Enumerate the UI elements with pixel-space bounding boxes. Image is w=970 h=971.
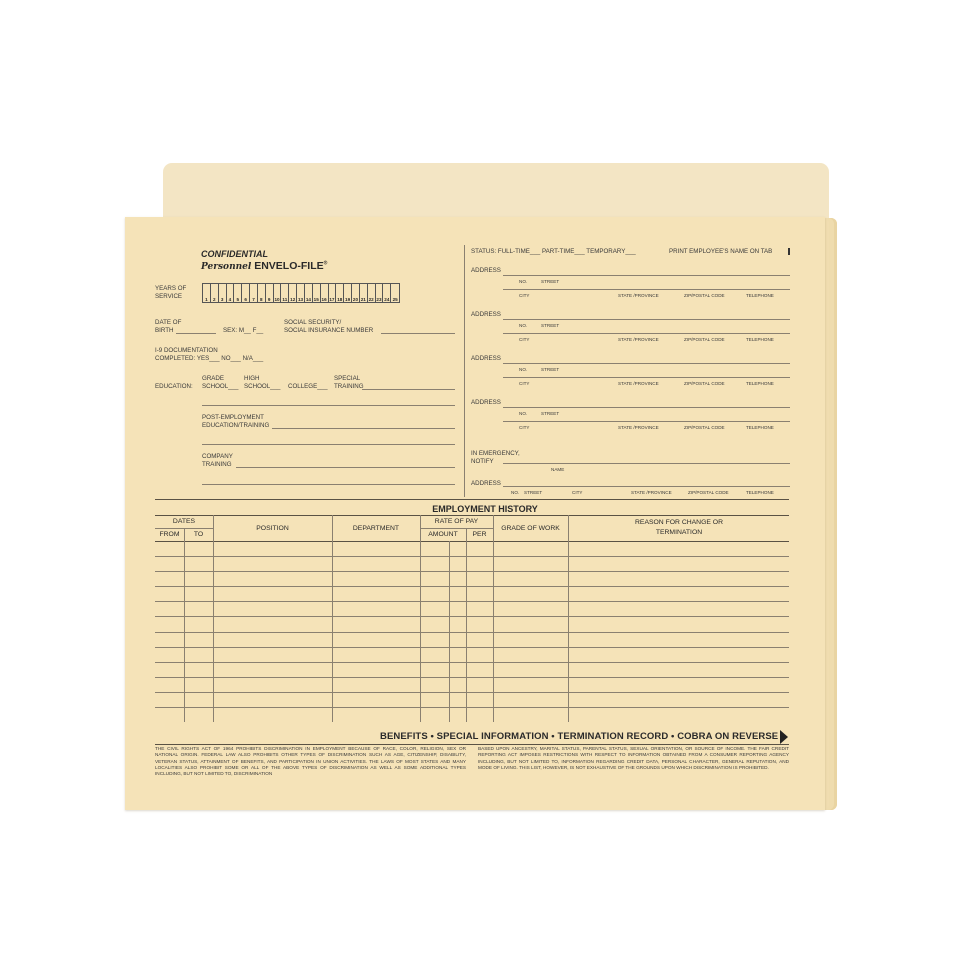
- address-line-2[interactable]: [503, 333, 790, 334]
- year-cell[interactable]: 9: [266, 284, 274, 302]
- address-telephone-sub: TELEPHONE: [746, 337, 774, 342]
- table-column-line: [332, 515, 333, 722]
- sex-field[interactable]: SEX: M__ F__: [223, 327, 264, 334]
- year-cell[interactable]: 5: [234, 284, 242, 302]
- year-cell[interactable]: 22: [368, 284, 376, 302]
- address-state-sub: STATE /PROVINCE: [618, 381, 659, 386]
- table-column-line: [184, 528, 185, 722]
- table-row-line[interactable]: [155, 662, 789, 663]
- emergency-label-1: IN EMERGENCY,: [471, 450, 520, 457]
- footer-rule: [155, 744, 789, 745]
- post-line-1[interactable]: [272, 428, 455, 429]
- table-row-line[interactable]: [155, 586, 789, 587]
- address-city-sub: CITY: [519, 293, 530, 298]
- table-row-line[interactable]: [155, 692, 789, 693]
- col-dates: DATES: [172, 518, 196, 525]
- brand-title: [201, 260, 327, 272]
- col-grade-work: GRADE OF WORK: [501, 525, 560, 532]
- table-top-rule: [155, 515, 789, 516]
- year-cell[interactable]: 24: [383, 284, 391, 302]
- address-no-sub: NO.: [519, 279, 528, 284]
- post-line-2[interactable]: [202, 444, 455, 445]
- high-label: HIGH: [244, 375, 260, 382]
- post-label-1: POST-EMPLOYMENT: [202, 414, 264, 421]
- i9-completed[interactable]: COMPLETED: YES___ NO___ N/A___: [155, 355, 264, 362]
- col-rate: RATE OF PAY: [434, 518, 479, 525]
- i9-label: I-9 DOCUMENTATION: [155, 347, 218, 354]
- year-cell[interactable]: 4: [227, 284, 235, 302]
- ss-label-2: SOCIAL INSURANCE NUMBER: [284, 327, 374, 334]
- address-label: ADDRESS: [471, 399, 501, 406]
- year-cell[interactable]: 11: [281, 284, 289, 302]
- company-line-1[interactable]: [236, 467, 455, 468]
- grade-label: GRADE: [202, 375, 225, 382]
- address-zip-sub: ZIP/POSTAL CODE: [684, 293, 725, 298]
- table-row-line[interactable]: [155, 571, 789, 572]
- address-line[interactable]: [503, 319, 790, 320]
- high-school[interactable]: SCHOOL___: [244, 383, 281, 390]
- address-street-sub: STREET: [541, 411, 560, 416]
- grade-school[interactable]: SCHOOL___: [202, 383, 239, 390]
- col-position: POSITION: [256, 525, 289, 532]
- address-zip-sub: ZIP/POSTAL CODE: [684, 425, 725, 430]
- year-cell[interactable]: 8: [258, 284, 266, 302]
- table-row-line[interactable]: [155, 556, 789, 557]
- col-reason-1: REASON FOR CHANGE OR: [635, 519, 723, 526]
- column-divider: [464, 245, 465, 497]
- special-training: TRAINING: [334, 383, 364, 390]
- address-label: ADDRESS: [471, 311, 501, 318]
- address-zip-sub: ZIP/POSTAL CODE: [684, 337, 725, 342]
- years-label-2: SERVICE: [155, 293, 183, 300]
- address-street-sub: STREET: [541, 279, 560, 284]
- rate-sub-rule: [420, 528, 493, 529]
- em-street: STREET: [524, 490, 543, 495]
- address-line-2[interactable]: [503, 289, 790, 290]
- emergency-name-sub: NAME: [551, 467, 565, 472]
- year-cell[interactable]: 7: [250, 284, 258, 302]
- address-line[interactable]: [503, 407, 790, 408]
- address-label: ADDRESS: [471, 355, 501, 362]
- tab-marker-icon: [788, 248, 790, 255]
- em-state: STATE /PROVINCE: [631, 490, 672, 495]
- year-cell[interactable]: 6: [242, 284, 250, 302]
- special-line[interactable]: [362, 389, 455, 390]
- brand-mark: ®: [323, 260, 328, 267]
- address-no-sub: NO.: [519, 411, 528, 416]
- education-line[interactable]: [202, 405, 455, 406]
- company-line-2[interactable]: [202, 484, 455, 485]
- address-city-sub: CITY: [519, 425, 530, 430]
- reverse-side-caption: BENEFITS • SPECIAL INFORMATION • TERMINATION RECORD • COBRA ON REVERSE: [380, 731, 779, 742]
- status-field[interactable]: STATUS: FULL-TIME___ PART-TIME___ TEMPORARY___: [471, 248, 636, 255]
- ss-label-1: SOCIAL SECURITY/: [284, 319, 342, 326]
- address-telephone-sub: TELEPHONE: [746, 425, 774, 430]
- address-state-sub: STATE /PROVINCE: [618, 337, 659, 342]
- year-cell[interactable]: 10: [274, 284, 282, 302]
- address-no-sub: NO.: [519, 367, 528, 372]
- address-telephone-sub: TELEPHONE: [746, 381, 774, 386]
- address-line[interactable]: [503, 363, 790, 364]
- company-label-2: TRAINING: [202, 461, 232, 468]
- emergency-label-2: NOTIFY: [471, 458, 494, 465]
- table-column-line: [568, 515, 569, 722]
- year-cell[interactable]: 19: [344, 284, 352, 302]
- year-cell[interactable]: 1: [203, 284, 211, 302]
- address-line-2[interactable]: [503, 377, 790, 378]
- years-of-service-grid[interactable]: [202, 283, 400, 303]
- brand-name: ENVELO-FILE: [254, 260, 324, 272]
- year-cell[interactable]: 15: [313, 284, 321, 302]
- table-column-line: [420, 515, 421, 722]
- address-line[interactable]: [503, 275, 790, 276]
- col-amount: AMOUNT: [428, 531, 458, 538]
- em-zip: ZIP/POSTAL CODE: [688, 490, 729, 495]
- em-telephone: TELEPHONE: [746, 490, 774, 495]
- year-cell[interactable]: 17: [329, 284, 337, 302]
- col-reason-2: TERMINATION: [655, 529, 703, 536]
- col-to: TO: [193, 531, 204, 538]
- table-column-line: [449, 541, 450, 722]
- year-cell[interactable]: 12: [289, 284, 297, 302]
- table-column-line: [213, 515, 214, 722]
- table-row-line[interactable]: [155, 707, 789, 708]
- table-row-line[interactable]: [155, 677, 789, 678]
- year-cell[interactable]: 2: [211, 284, 219, 302]
- col-from: FROM: [159, 531, 180, 538]
- year-cell[interactable]: 21: [360, 284, 368, 302]
- col-department: DEPARTMENT: [352, 525, 400, 532]
- confidential-label: CONFIDENTIAL: [201, 249, 268, 259]
- legal-text-right: BASED UPON ANCESTRY, MARITAL STATUS, PARENTAL STATUS, SEXUAL ORIENTATION, OR SOURCE OF INCOME. THE FAIR CREDIT REPORTING ACT IMPOSES RESTRICTIONS WITH RESPECT TO INFORMATION OBTAINED FROM A CONSUMER REPORTING AGENCY INCLUDING, BUT NOT LIMITED TO, INFORMATION REGARDING CREDIT DATA, PERSONAL CHARACTER, GENERAL REPUTATION, AND MODE OF LIVING. THIS LIST, HOWEVER, IS NOT EXHAUSTIVE OF THE GROUNDS UPON WHICH DISCRIMINATION IS PROHIBITED.: [478, 746, 789, 770]
- section-divider: [155, 499, 789, 500]
- address-label: ADDRESS: [471, 267, 501, 274]
- table-row-line[interactable]: [155, 647, 789, 648]
- birth-line[interactable]: [176, 333, 216, 334]
- address-zip-sub: ZIP/POSTAL CODE: [684, 381, 725, 386]
- year-cell[interactable]: 16: [321, 284, 329, 302]
- emergency-name-line[interactable]: [503, 463, 790, 464]
- year-cell[interactable]: 3: [219, 284, 227, 302]
- address-no-sub: NO.: [519, 323, 528, 328]
- address-state-sub: STATE /PROVINCE: [618, 425, 659, 430]
- table-column-line: [466, 528, 467, 722]
- date-of-label: DATE OF: [155, 319, 182, 326]
- year-cell[interactable]: 18: [336, 284, 344, 302]
- post-label-2: EDUCATION/TRAINING: [202, 422, 270, 429]
- em-no: NO.: [511, 490, 520, 495]
- year-cell[interactable]: 25: [392, 297, 398, 302]
- year-cell[interactable]: 20: [352, 284, 360, 302]
- address-city-sub: CITY: [519, 381, 530, 386]
- brand-script: Personnel: [201, 262, 252, 272]
- header-bottom-rule: [155, 541, 789, 542]
- address-street-sub: STREET: [541, 323, 560, 328]
- emergency-address-line[interactable]: [503, 486, 790, 487]
- address-telephone-sub: TELEPHONE: [746, 293, 774, 298]
- em-city: CITY: [572, 490, 583, 495]
- college-field[interactable]: COLLEGE___: [288, 383, 328, 390]
- address-city-sub: CITY: [519, 337, 530, 342]
- emergency-address-label: ADDRESS: [471, 480, 501, 487]
- address-line-2[interactable]: [503, 421, 790, 422]
- company-label-1: COMPANY: [202, 453, 233, 460]
- table-column-line: [493, 515, 494, 722]
- table-row-line[interactable]: [155, 601, 789, 602]
- years-label-1: YEARS OF: [155, 285, 187, 292]
- address-state-sub: STATE /PROVINCE: [618, 293, 659, 298]
- print-name-label: PRINT EMPLOYEE'S NAME ON TAB: [669, 248, 773, 255]
- education-label: EDUCATION:: [155, 383, 193, 390]
- table-row-line[interactable]: [155, 632, 789, 633]
- legal-text-left: THE CIVIL RIGHTS ACT OF 1964 PROHIBITS DISCRIMINATION IN EMPLOYMENT BECAUSE OF RACE, COLOR, RELIGION, SEX OR NATIONAL ORIGIN. FEDERAL LAW ALSO PROHIBITS OTHER TYPES OF DISCRIMINATION SUCH AS AGE, CITIZENSHIP, DISABILITY, VETERAN STATUS, ATTAINMENT OF BENEFITS, AND PARTICIPATION IN UNION ACTIVITIES. THE LAWS OF MOST STATES AND MANY LOCALITIES ALSO PROHIBIT SOME OR ALL OF THE ABOVE TYPES OF DISCRIMINATION AS WELL AS SOME ADDITIONAL TYPES INCLUDING, BUT NOT LIMITED TO, DISCRIMINATION: [155, 746, 466, 777]
- year-cell[interactable]: 14: [305, 284, 313, 302]
- table-row-line[interactable]: [155, 616, 789, 617]
- col-per: PER: [472, 531, 487, 538]
- special-label: SPECIAL: [334, 375, 361, 382]
- arrow-right-icon: [780, 730, 788, 744]
- year-cell[interactable]: 23: [376, 284, 384, 302]
- employment-history-title: EMPLOYMENT HISTORY: [432, 504, 538, 514]
- year-cell[interactable]: 13: [297, 284, 305, 302]
- address-street-sub: STREET: [541, 367, 560, 372]
- birth-label: BIRTH: [155, 327, 174, 334]
- ss-line[interactable]: [381, 333, 455, 334]
